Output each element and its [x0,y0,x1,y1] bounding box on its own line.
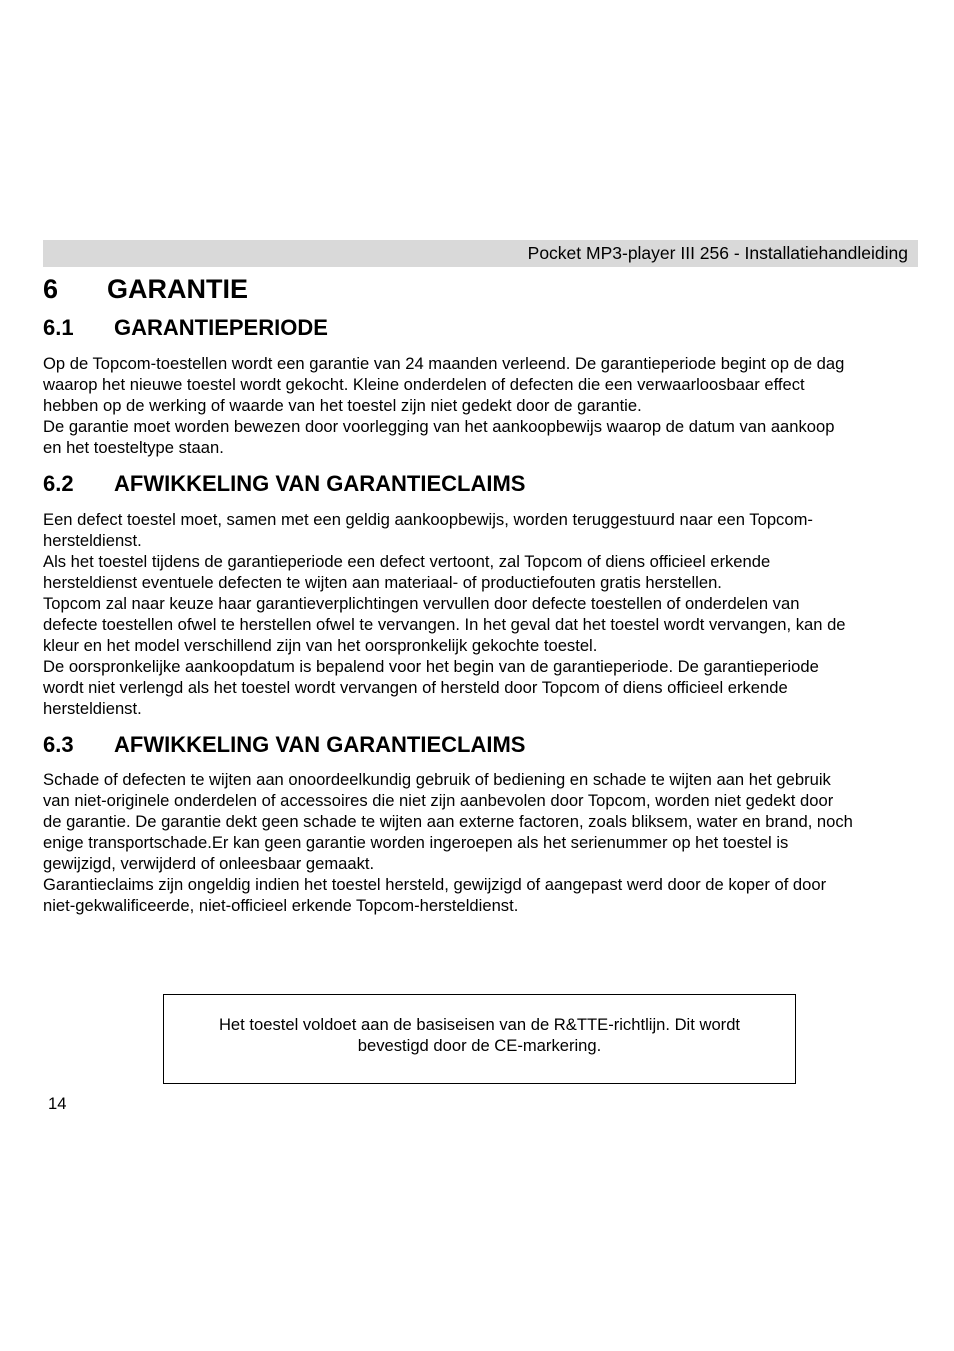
text-line: Garantieclaims zijn ongeldig indien het toestel hersteld, gewijzigd of aangepast werd door de koper of door [43,875,827,894]
document-title: Pocket MP3-player III 256 - Installatiehandleiding [527,243,908,263]
text-line: niet-gekwalificeerde, niet-officieel erkende Topcom-hersteldienst. [43,896,519,915]
section-title: GARANTIEPERIODE [114,315,328,340]
text-line: wordt niet verlengd als het toestel wordt vervangen of hersteld door Topcom of diens officieel erkende [43,678,788,697]
text-line: De garantie moet worden bewezen door voorlegging van het aankoopbewijs waarop de datum van aankoop [43,417,835,436]
section-heading-6-2 [43,470,525,498]
ce-compliance-notice [163,994,796,1084]
page-number: 14 [48,1094,67,1113]
chapter-number: 6 [43,274,59,304]
text-line: de garantie. De garantie dekt geen schade te wijten aan externe factoren, zoals bliksem, water en brand, noch [43,812,853,831]
text-line: Topcom zal naar keuze haar garantieverplichtingen vervullen door defecte toestellen of onderdelen van [43,594,800,613]
text-line: Een defect toestel moet, samen met een geldig aankoopbewijs, worden teruggestuurd naar een Topcom- [43,510,813,529]
text-line: Als het toestel tijdens de garantieperiode een defect vertoont, zal Topcom of diens officieel erkende [43,552,771,571]
text-line: enige transportschade.Er kan geen garantie worden ingeroepen als het serienummer op het toestel is [43,833,789,852]
section-title: AFWIKKELING VAN GARANTIECLAIMS [114,471,526,496]
section-number: 6.1 [43,315,74,340]
text-line: hersteldienst. [43,531,142,550]
section-heading-6-3 [43,731,525,759]
running-header [43,240,918,267]
text-line: defecte toestellen ofwel te herstellen ofwel te vervangen. In het geval dat het toestel wordt vervangen, kan de [43,615,846,634]
text-line: hersteldienst. [43,699,142,718]
text-line: en het toesteltype staan. [43,438,224,457]
text-line: hebben op de werking of waarde van het toestel zijn niet gedekt door de garantie. [43,396,642,415]
text-line: waarop het nieuwe toestel wordt gekocht. Kleine onderdelen of defecten die een verwaarloosbaar effect [43,375,805,394]
text-line: gewijzigd, verwijderd of onleesbaar gemaakt. [43,854,375,873]
section-number: 6.2 [43,471,74,496]
text-line: kleur en het model verschillend zijn van het oorspronkelijk gekochte toestel. [43,636,598,655]
notice-line: Het toestel voldoet aan de basiseisen van de R&TTE-richtlijn. Dit wordt [218,1015,741,1034]
chapter-heading [43,272,248,306]
text-line: De oorspronkelijke aankoopdatum is bepalend voor het begin van de garantieperiode. De garantieperiode [43,657,819,676]
text-line: van niet-originele onderdelen of accessoires die niet zijn aanbevolen door Topcom, worden niet gedekt door [43,791,834,810]
text-line: hersteldienst eventuele defecten te wijten aan materiaal- of productiefouten gratis herstellen. [43,573,722,592]
section-title: AFWIKKELING VAN GARANTIECLAIMS [114,732,526,757]
notice-text [164,1014,795,1056]
section-body-6-1 [43,353,918,458]
chapter-title: GARANTIE [107,274,248,304]
notice-line: bevestigd door de CE-markering. [357,1036,602,1055]
text-line: Op de Topcom-toestellen wordt een garantie van 24 maanden verleend. De garantieperiode begint op de dag [43,354,845,373]
text-line: Schade of defecten te wijten aan onoordeelkundig gebruik of bediening en schade te wijten aan het gebruik [43,770,831,789]
section-body-6-2 [43,509,918,719]
section-heading-6-1 [43,314,328,342]
section-body-6-3 [43,769,918,916]
section-number: 6.3 [43,732,74,757]
